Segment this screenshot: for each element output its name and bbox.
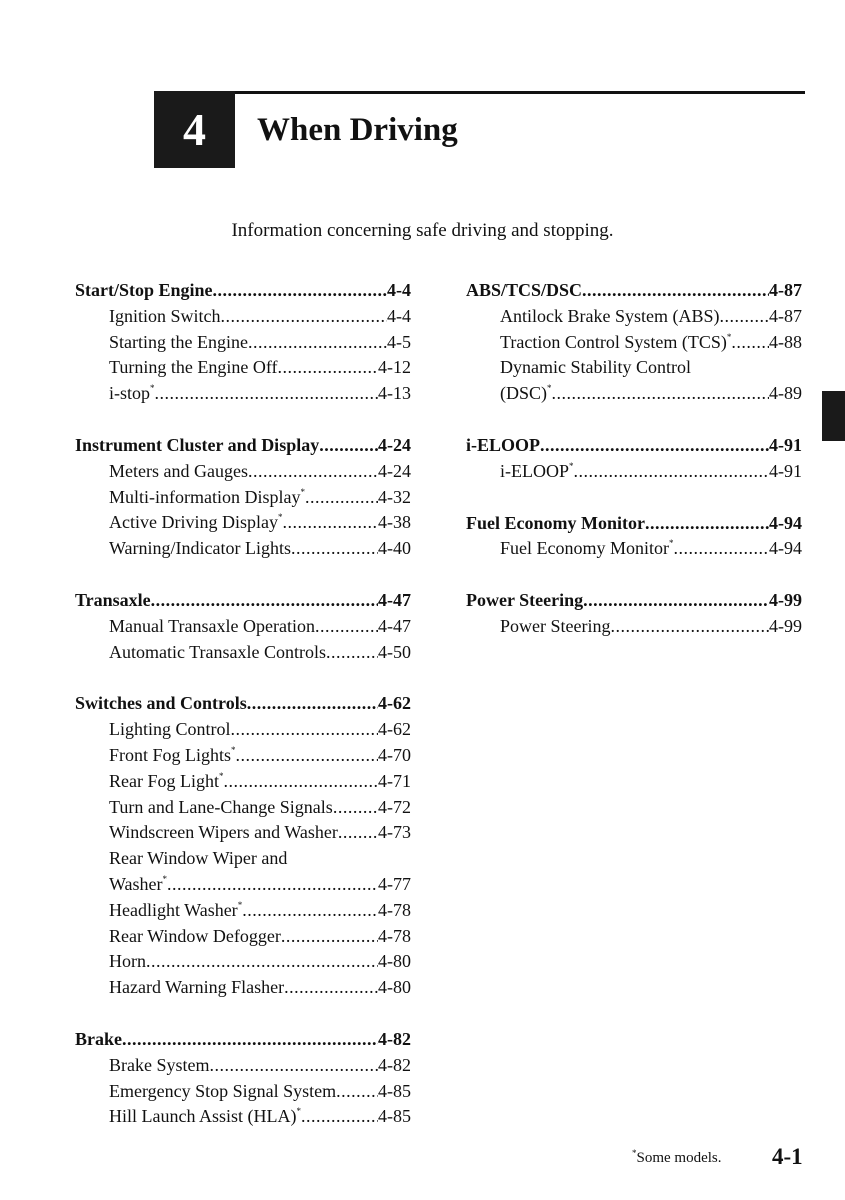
toc-entry-text: Emergency Stop Signal System (109, 1080, 337, 1101)
some-models-marker: * (162, 873, 168, 884)
toc-section-page: 4-99 (769, 590, 802, 611)
toc-entry-label (500, 459, 574, 485)
toc-entry-label (109, 795, 333, 821)
toc-section-title: Transaxle (75, 589, 151, 610)
toc-section-page: 4-47 (378, 589, 411, 610)
toc-entry[interactable] (466, 304, 802, 330)
toc-entry-label (109, 640, 326, 666)
dot-leader (336, 1079, 378, 1105)
toc-section-page: 4-82 (378, 1028, 411, 1049)
toc-section-heading[interactable] (466, 588, 802, 614)
toc-entry[interactable] (75, 717, 411, 743)
toc-entry-label (109, 898, 242, 924)
toc-entry-text: Hazard Warning Flasher (109, 977, 285, 998)
footnote-star: * (632, 1148, 637, 1158)
toc-entry-text: Antilock Brake System (ABS) (500, 305, 720, 326)
dot-leader (210, 1053, 379, 1079)
toc-section (466, 278, 802, 407)
some-models-marker: * (219, 770, 224, 781)
toc-entry-label (109, 743, 236, 769)
toc-entry-page: 4-50 (378, 641, 411, 662)
toc-entry[interactable] (466, 459, 802, 485)
toc-entry-text: Active Driving Display (109, 512, 278, 533)
toc-section-page: 4-24 (378, 434, 411, 455)
toc-entry-label (109, 304, 221, 330)
toc-section (466, 511, 802, 563)
toc-entry-page: 4-24 (378, 460, 411, 481)
toc-entry[interactable] (75, 949, 411, 975)
toc-section-title: Brake (75, 1028, 122, 1049)
toc-section (75, 433, 411, 562)
toc-entry[interactable] (75, 614, 411, 640)
toc-entry-label (500, 355, 802, 381)
toc-entry[interactable] (75, 743, 411, 769)
toc-entry-text: Ignition Switch (109, 305, 221, 326)
dot-leader (319, 433, 378, 459)
toc-entry-text: Rear Window Wiper and (109, 848, 288, 869)
toc-section-heading[interactable] (75, 278, 411, 304)
toc-entry-label (500, 330, 731, 356)
dot-leader (540, 433, 769, 459)
toc-entry[interactable] (75, 924, 411, 950)
toc-section-heading[interactable] (75, 691, 411, 717)
toc-entry-page: 4-78 (378, 925, 411, 946)
toc-entry[interactable] (75, 769, 411, 795)
dot-leader (167, 872, 378, 898)
toc-entry-text: Windscreen Wipers and Washer (109, 822, 338, 843)
toc-entry[interactable] (75, 381, 411, 407)
toc-entry-page: 4-77 (378, 873, 411, 894)
toc-entry-page: 4-91 (769, 460, 802, 481)
toc-entry[interactable] (75, 872, 411, 898)
chapter-intro: Information concerning safe driving and stopping. (231, 220, 614, 241)
toc-entry-page: 4-13 (378, 383, 411, 404)
toc-entry-page: 4-87 (769, 305, 802, 326)
toc-entry-label (500, 536, 674, 562)
dot-leader (326, 640, 378, 666)
toc-section-title: Power Steering (466, 590, 584, 611)
toc-section-heading[interactable] (75, 1027, 411, 1053)
dot-leader (242, 898, 378, 924)
toc-entry[interactable] (75, 536, 411, 562)
toc-entry-text: Hill Launch Assist (HLA) (109, 1106, 297, 1127)
toc-entry-label (109, 1104, 301, 1130)
toc-entry-page: 4-80 (378, 951, 411, 972)
toc-entry[interactable] (75, 820, 411, 846)
toc-entry-page: 4-80 (378, 977, 411, 998)
dot-leader (231, 717, 379, 743)
toc-section-page: 4-4 (387, 280, 411, 300)
toc-entry[interactable] (75, 330, 411, 356)
toc-entry-text: Turn and Lane-Change Signals (109, 796, 333, 817)
toc-section-heading[interactable] (466, 433, 802, 459)
dot-leader (338, 820, 378, 846)
dot-leader (731, 330, 769, 356)
chapter-side-tab (822, 391, 845, 441)
toc-entry-label (109, 1079, 336, 1105)
toc-entry-page: 4-5 (387, 331, 411, 352)
toc-entry-page: 4-4 (387, 305, 411, 326)
toc-entry-page: 4-71 (378, 770, 411, 791)
toc-section-title: ABS/TCS/DSC (466, 280, 583, 300)
toc-entry-text: i-ELOOP (500, 460, 569, 481)
header-rule (154, 91, 805, 94)
toc-column-right (466, 278, 802, 666)
toc-section-title: Fuel Economy Monitor (466, 512, 645, 533)
toc-section-heading[interactable] (466, 511, 802, 537)
toc-section (466, 588, 802, 640)
dot-leader (221, 304, 388, 330)
toc-entry[interactable] (75, 846, 411, 872)
toc-entry-text: Turning the Engine Off (109, 357, 278, 378)
toc-entry-page: 4-32 (378, 486, 411, 507)
toc-entry-label (109, 510, 282, 536)
dot-leader (281, 924, 378, 950)
toc-entry-text: Manual Transaxle Operation (109, 615, 315, 636)
toc-entry-label (500, 381, 552, 407)
toc-entry[interactable] (75, 485, 411, 511)
toc-entry-label (109, 614, 315, 640)
toc-entry-page: 4-94 (769, 538, 802, 559)
toc-entry-label (500, 304, 719, 330)
toc-section-heading[interactable] (75, 433, 411, 459)
toc-entry-label (109, 330, 248, 356)
toc-entry-label (109, 1053, 210, 1079)
some-models-marker: * (547, 383, 552, 394)
toc-entry-text: Front Fog Lights (109, 744, 232, 765)
toc-section-title: i-ELOOP (466, 434, 541, 455)
toc-entry[interactable] (75, 1079, 411, 1105)
toc-entry-label (109, 355, 278, 381)
dot-leader (305, 485, 378, 511)
toc-section-heading[interactable] (466, 278, 802, 304)
dot-leader (247, 691, 378, 717)
toc-entry-label (109, 846, 411, 872)
toc-entry-label (109, 924, 281, 950)
toc-entry-page: 4-38 (378, 512, 411, 533)
dot-leader (719, 304, 769, 330)
footnote-text: Some models. (636, 1150, 722, 1166)
toc-entry-label (109, 381, 155, 407)
toc-section-page: 4-62 (378, 693, 411, 714)
toc-entry[interactable] (75, 1053, 411, 1079)
toc-entry[interactable] (75, 898, 411, 924)
toc-entry-text: i-stop (109, 383, 151, 404)
some-models-marker: * (150, 383, 155, 394)
toc-entry[interactable] (466, 614, 802, 640)
dot-leader (146, 949, 378, 975)
toc-entry-text: Horn (109, 951, 146, 972)
toc-section-heading[interactable] (75, 588, 411, 614)
dot-leader (574, 459, 770, 485)
toc-entry-page: 4-72 (378, 796, 411, 817)
dot-leader (278, 355, 379, 381)
toc-entry-text: Traction Control System (TCS) (500, 331, 727, 352)
toc-entry-text: Meters and Gauges (109, 460, 248, 481)
dot-leader (583, 588, 769, 614)
some-models-marker: * (231, 744, 236, 755)
some-models-marker: * (277, 512, 283, 523)
toc-entry[interactable] (466, 536, 802, 562)
page-number: 4-1 (772, 1144, 803, 1169)
toc-column-left (75, 278, 411, 1156)
toc-entry-page: 4-82 (378, 1054, 411, 1075)
some-models-marker: * (296, 1106, 301, 1117)
toc-entry-page: 4-85 (378, 1080, 411, 1101)
toc-entry[interactable] (75, 304, 411, 330)
toc-entry-text: Rear Window Defogger (109, 925, 281, 946)
some-models-marker: * (569, 460, 574, 471)
toc-section (75, 278, 411, 407)
toc-entry-text: Lighting Control (109, 719, 231, 740)
dot-leader (645, 511, 769, 537)
dot-leader (582, 278, 769, 304)
dot-leader (552, 381, 769, 407)
toc-section-title: Instrument Cluster and Display (75, 434, 320, 455)
toc-entry[interactable] (466, 355, 802, 381)
toc-entry-label (109, 975, 284, 1001)
toc-section (75, 691, 411, 1001)
toc-entry-page: 4-47 (378, 615, 411, 636)
toc-entry-page: 4-78 (378, 899, 411, 920)
toc-entry[interactable] (75, 975, 411, 1001)
dot-leader (213, 278, 387, 304)
toc-entry-text: Brake System (109, 1054, 210, 1075)
toc-entry-page: 4-62 (378, 719, 411, 740)
toc-section-page: 4-87 (769, 280, 802, 300)
toc-entry-text: (DSC) (500, 383, 548, 404)
toc-section-title: Start/Stop Engine (75, 280, 213, 300)
toc-section-page: 4-94 (769, 512, 802, 533)
toc-entry-text: Washer (109, 873, 163, 894)
toc-entry-page: 4-70 (378, 744, 411, 765)
toc-entry[interactable] (466, 381, 802, 407)
toc-entry[interactable] (75, 640, 411, 666)
dot-leader (155, 381, 378, 407)
footnote (632, 1150, 722, 1167)
toc-entry-text: Headlight Washer (109, 899, 238, 920)
chapter-number: 4 (154, 91, 235, 168)
dot-leader (333, 795, 378, 821)
toc-entry-page: 4-12 (378, 357, 411, 378)
dot-leader (301, 1104, 378, 1130)
dot-leader (236, 743, 378, 769)
toc-entry-label (109, 949, 146, 975)
toc-entry[interactable] (466, 330, 802, 356)
some-models-marker: * (300, 486, 305, 497)
toc-entry-page: 4-89 (769, 383, 802, 404)
toc-section-title: Switches and Controls (75, 693, 247, 714)
chapter-title: When Driving (257, 112, 458, 148)
dot-leader (315, 614, 378, 640)
toc-entry-label (109, 485, 305, 511)
toc-entry-text: Warning/Indicator Lights (109, 538, 292, 559)
toc-entry-page: 4-85 (378, 1106, 411, 1127)
toc-entry[interactable] (75, 355, 411, 381)
toc-entry-text: Rear Fog Light (109, 770, 219, 791)
toc-section (75, 1027, 411, 1130)
toc-entry-page: 4-73 (378, 822, 411, 843)
dot-leader (122, 1027, 378, 1053)
toc-entry-text: Multi-information Display (109, 486, 301, 507)
toc-entry-label (109, 536, 291, 562)
toc-section (466, 433, 802, 485)
toc-entry-page: 4-99 (769, 615, 802, 636)
dot-leader (282, 510, 378, 536)
dot-leader (248, 330, 387, 356)
some-models-marker: * (669, 538, 674, 549)
toc-entry-label (109, 717, 231, 743)
dot-leader (151, 588, 378, 614)
toc-entry-label (109, 820, 338, 846)
dot-leader (610, 614, 769, 640)
toc-entry-text: Fuel Economy Monitor (500, 538, 669, 559)
toc-entry-page: 4-88 (769, 331, 802, 352)
some-models-marker: * (726, 331, 732, 342)
toc-entry-page: 4-40 (378, 538, 411, 559)
toc-entry-text: Automatic Transaxle Controls (109, 641, 326, 662)
toc-entry-text: Power Steering (500, 615, 611, 636)
dot-leader (291, 536, 378, 562)
some-models-marker: * (237, 899, 243, 910)
toc-entry[interactable] (75, 795, 411, 821)
dot-leader (224, 769, 379, 795)
toc-entry[interactable] (75, 459, 411, 485)
toc-entry-label (109, 769, 224, 795)
dot-leader (248, 459, 378, 485)
dot-leader (674, 536, 770, 562)
toc-entry[interactable] (75, 1104, 411, 1130)
toc-entry[interactable] (75, 510, 411, 536)
dot-leader (284, 975, 378, 1001)
toc-entry-label (500, 614, 610, 640)
toc-entry-label (109, 459, 248, 485)
toc-entry-text: Dynamic Stability Control (500, 357, 691, 378)
toc-entry-text: Starting the Engine (109, 331, 248, 352)
toc-entry-label (109, 872, 167, 898)
toc-section-page: 4-91 (769, 434, 802, 455)
toc-section (75, 588, 411, 665)
